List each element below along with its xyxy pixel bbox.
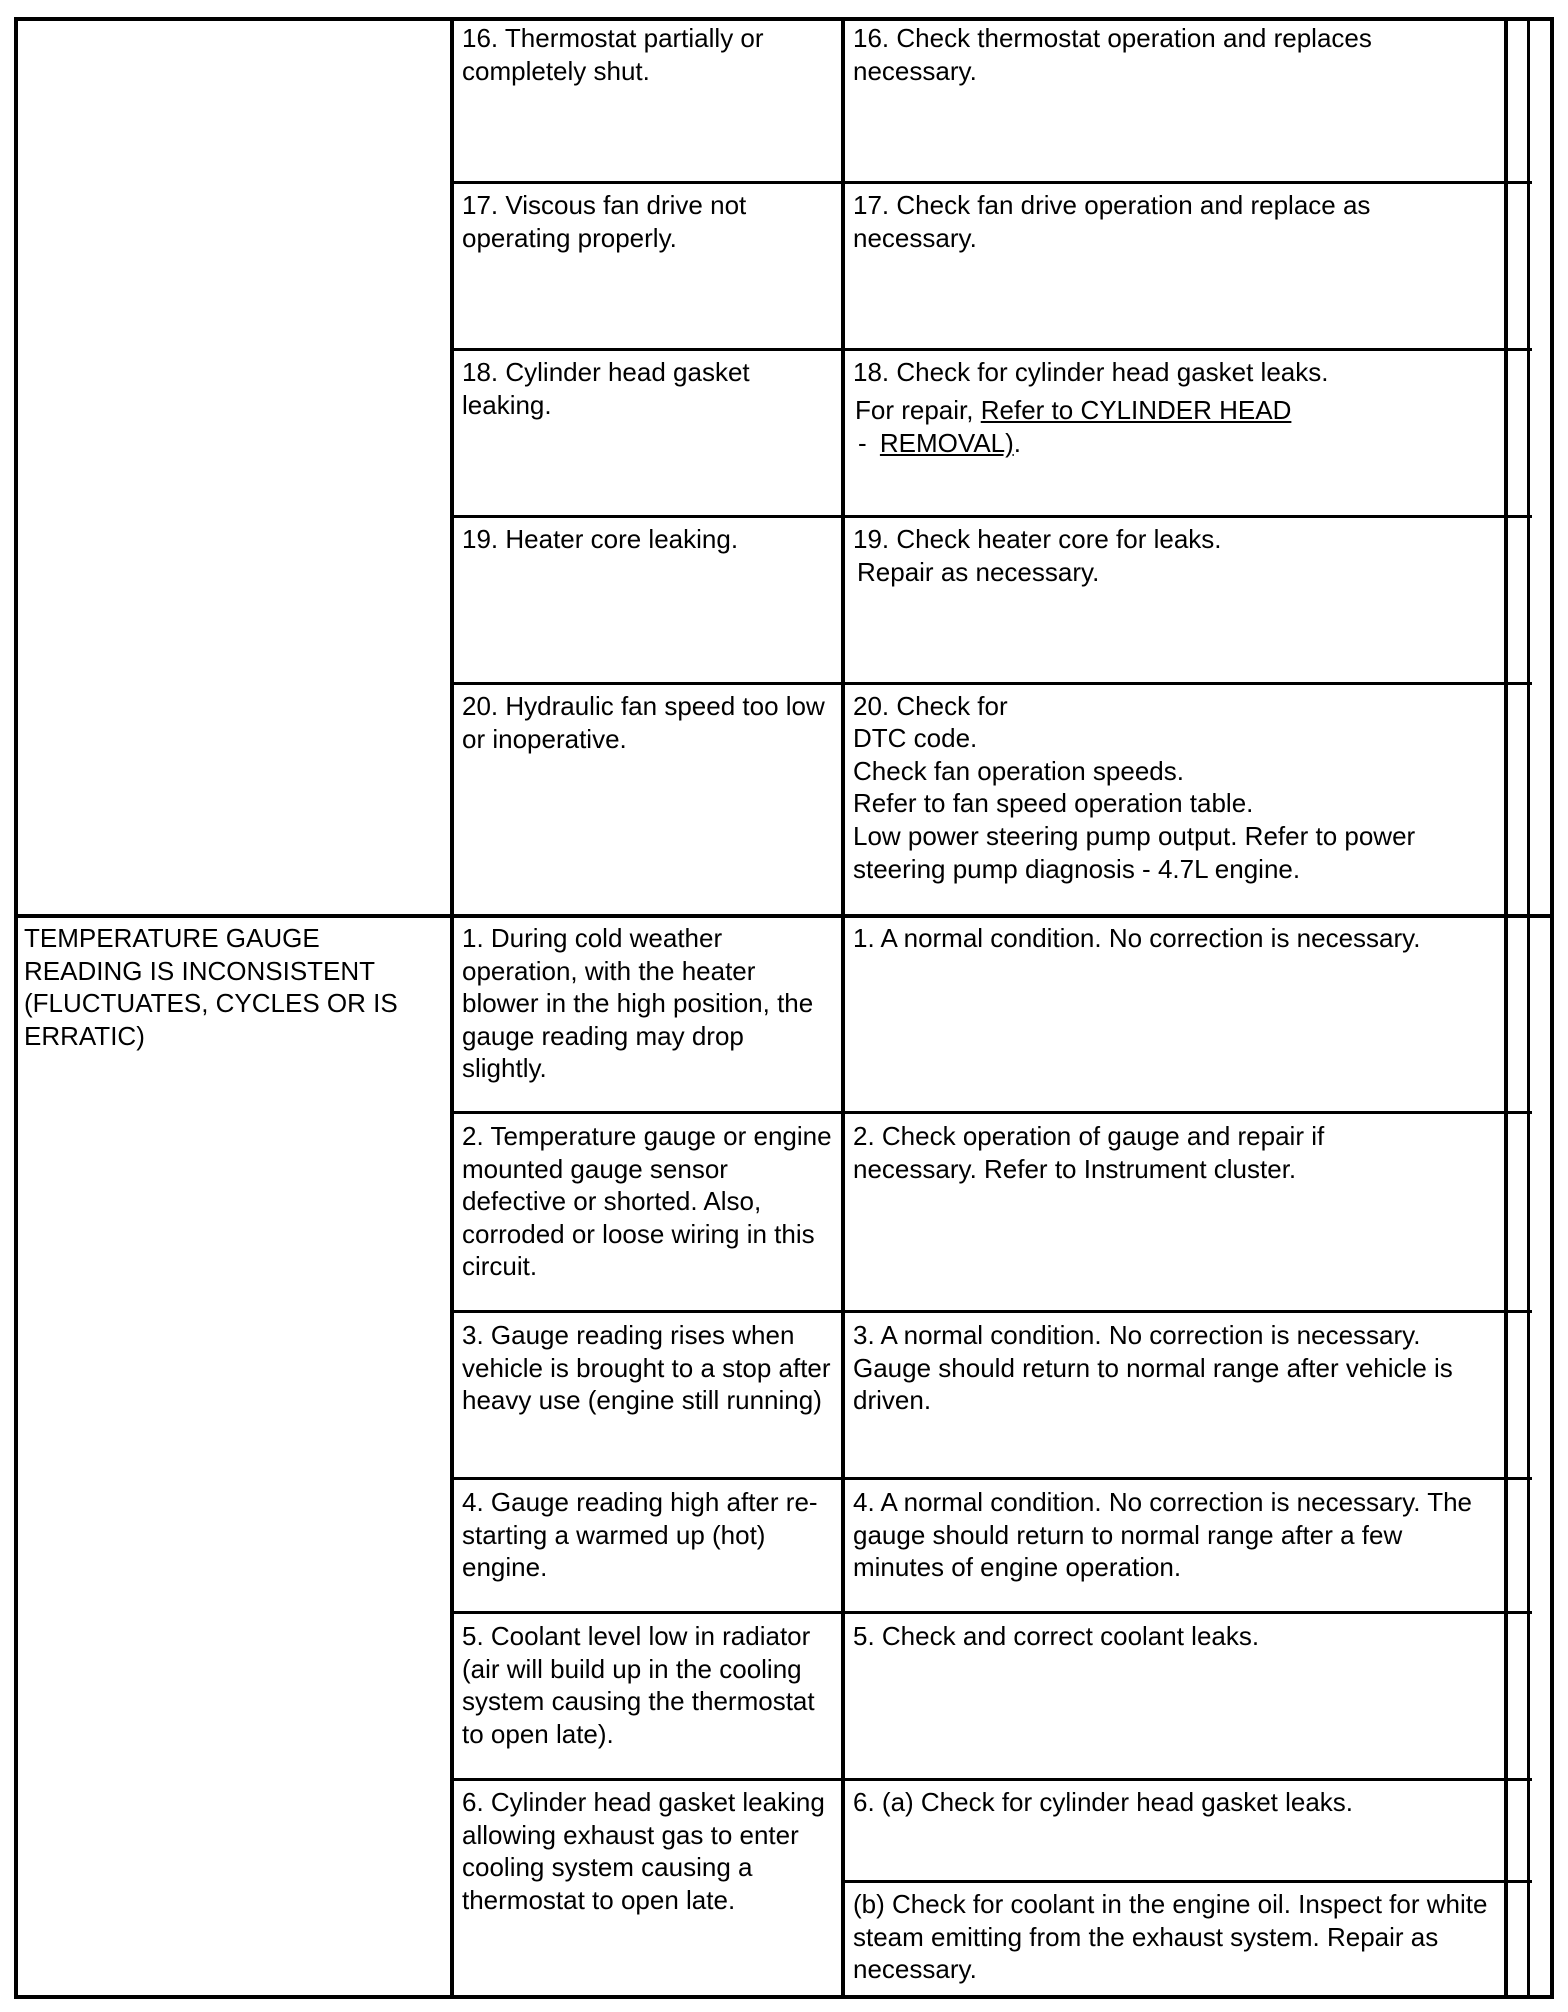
cause-text: 17. Viscous fan drive not operating properly. <box>462 190 747 253</box>
cause-text: 6. Cylinder head gasket leaking allowing exhaust gas to enter cooling system causing a thermostat to open late. <box>462 1787 825 1915</box>
row-divider <box>452 1611 1532 1614</box>
correction-repair-line <box>855 394 1500 427</box>
correction-text: 6. (a) Check for cylinder head gasket leaks. <box>853 1787 1354 1817</box>
correction-repair-line-2 <box>858 427 1503 460</box>
row-divider <box>452 682 1532 685</box>
row-divider <box>452 1310 1532 1313</box>
row-divider <box>452 515 1532 518</box>
correction-text: 3. A normal condition. No correction is necessary. Gauge should return to normal range after vehicle is driven. <box>853 1320 1453 1415</box>
row-divider <box>452 181 1532 184</box>
cylinder-head-link[interactable]: Refer to CYLINDER HEAD <box>980 395 1292 425</box>
correction-text: 16. Check thermostat operation and replaces necessary. <box>853 23 1372 86</box>
correction-text: 2. Check operation of gauge and repair if necessary. Refer to Instrument cluster. <box>853 1121 1325 1184</box>
cause-text: 1. During cold weather operation, with the heater blower in the high position, the gauge reading may drop slightly. <box>462 923 814 1083</box>
correction-text: 1. A normal condition. No correction is necessary. <box>853 923 1421 953</box>
row-divider <box>452 1111 1532 1114</box>
cause-text: 2. Temperature gauge or engine mounted gauge sensor defective or shorted. Also, corroded or loose wiring in this circuit. <box>462 1121 832 1281</box>
cause-text: 5. Coolant level low in radiator (air will build up in the cooling system causing the thermostat to open late). <box>462 1621 815 1749</box>
cause-text: 20. Hydraulic fan speed too low or inoperative. <box>462 691 825 754</box>
col-divider-4 <box>1527 17 1530 1999</box>
correction-text: Repair as necessary. <box>857 557 1100 587</box>
removal-link[interactable]: REMOVAL) <box>879 428 1014 458</box>
link-dash: - <box>858 428 867 458</box>
correction-text: (b) Check for coolant in the engine oil. Inspect for white steam emitting from the exhaust system. Repair as necessary. <box>853 1889 1488 1984</box>
correction-text: 20. Check for <box>853 691 1008 721</box>
condition-text: TEMPERATURE GAUGE READING IS INCONSISTENT (FLUCTUATES, CYCLES OR IS ERRATIC) <box>24 923 398 1051</box>
row-divider <box>452 1477 1532 1480</box>
col-divider-1 <box>450 17 454 1999</box>
col-divider-3 <box>1504 17 1508 1999</box>
correction-text: 19. Check heater core for leaks. <box>853 524 1222 554</box>
sub-row-divider <box>843 1880 1532 1883</box>
cause-text: 18. Cylinder head gasket leaking. <box>462 357 750 420</box>
correction-text: Check fan operation speeds. <box>853 756 1184 786</box>
correction-text: DTC code. <box>853 723 978 753</box>
correction-text: 17. Check fan drive operation and replace as necessary. <box>853 190 1371 253</box>
condition-divider <box>14 914 1554 918</box>
repair-prefix: For repair, <box>855 395 974 425</box>
correction-text: Refer to fan speed operation table. <box>853 788 1254 818</box>
cause-text: 16. Thermostat partially or completely shut. <box>462 23 764 86</box>
cause-text: 3. Gauge reading rises when vehicle is brought to a stop after heavy use (engine still running) <box>462 1320 831 1415</box>
correction-text: 18. Check for cylinder head gasket leaks. <box>853 357 1329 387</box>
correction-text: 5. Check and correct coolant leaks. <box>853 1621 1260 1651</box>
cause-text: 19. Heater core leaking. <box>462 524 739 554</box>
row-divider <box>452 348 1532 351</box>
cause-text: 4. Gauge reading high after re-starting a warmed up (hot) engine. <box>462 1487 818 1582</box>
row-divider <box>452 1778 1532 1781</box>
correction-text: 4. A normal condition. No correction is necessary. The gauge should return to normal range after a few minutes of engine operation. <box>853 1487 1473 1582</box>
link-period: . <box>1013 428 1022 458</box>
correction-text: Low power steering pump output. Refer to power steering pump diagnosis - 4.7L engine. <box>853 821 1416 884</box>
col-divider-2 <box>841 17 845 1999</box>
